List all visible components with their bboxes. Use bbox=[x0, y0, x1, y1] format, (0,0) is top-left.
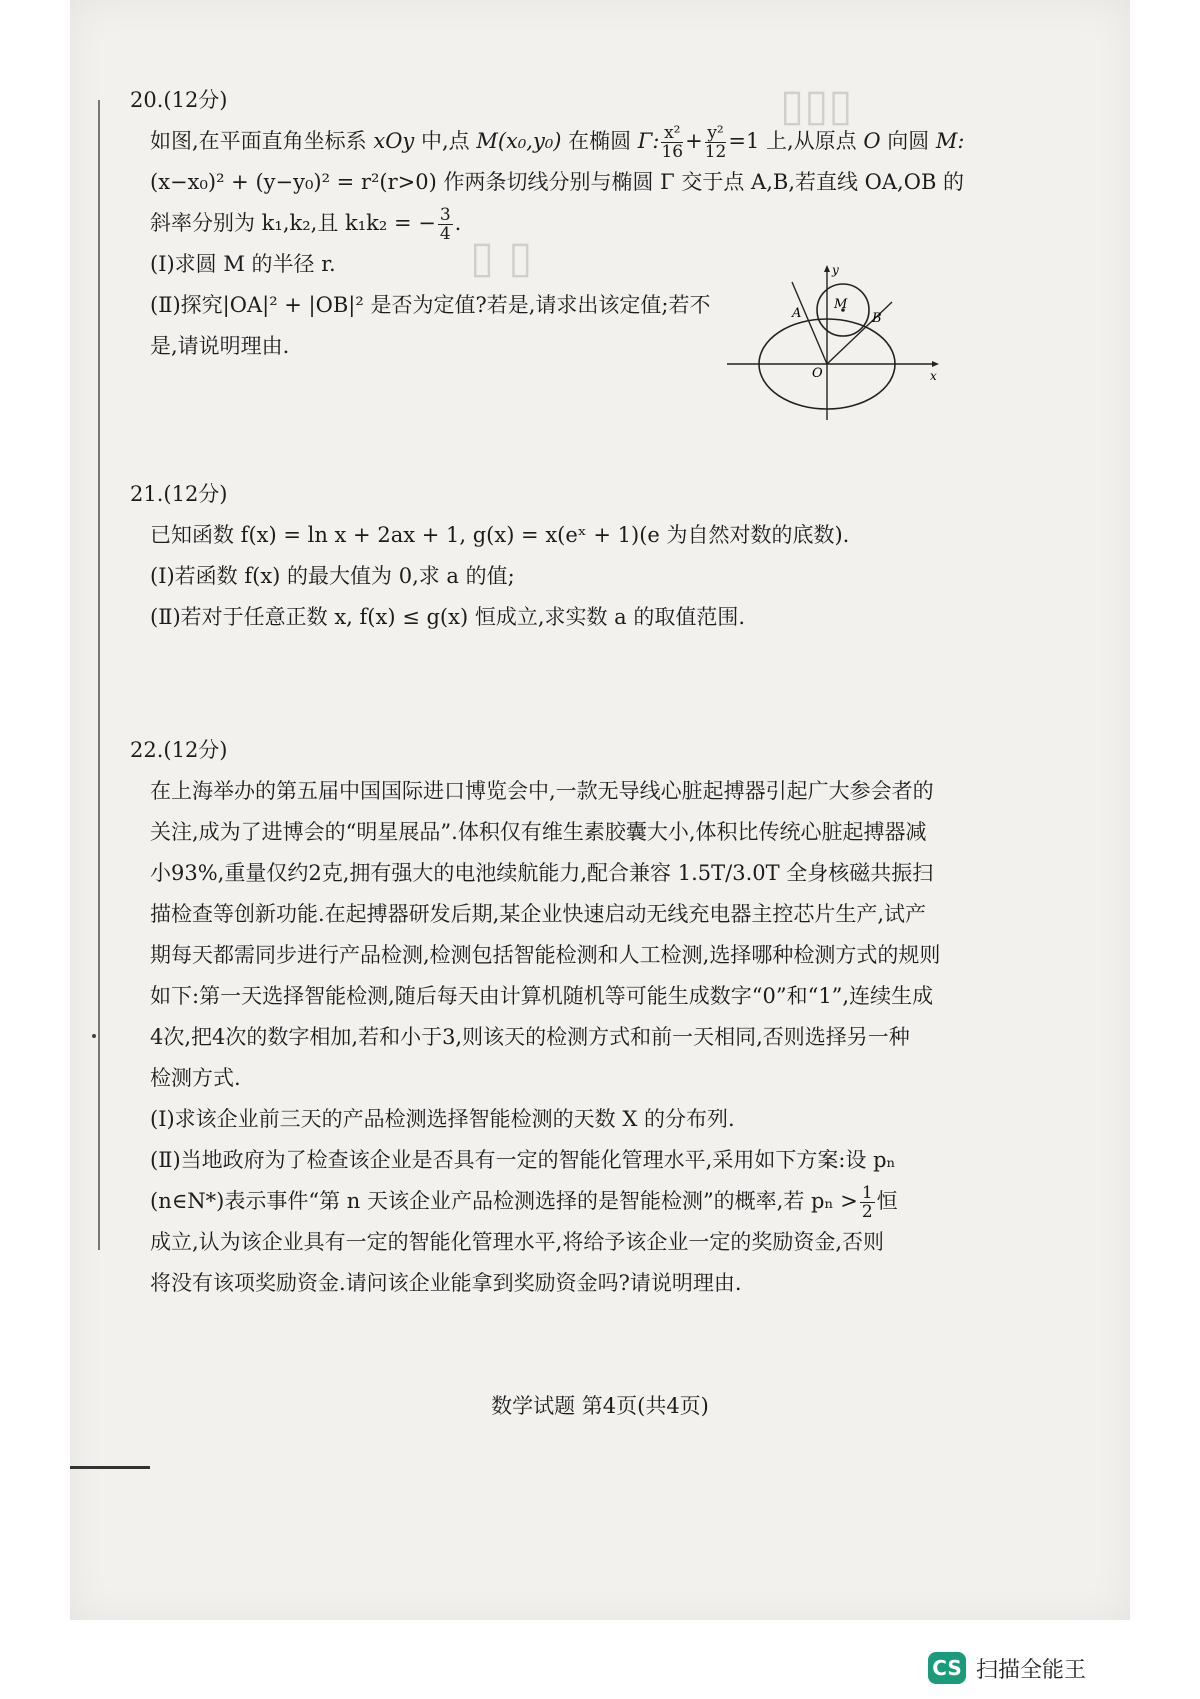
ellipse-figure bbox=[722, 262, 942, 422]
text: M: bbox=[935, 129, 965, 153]
text: Γ: bbox=[637, 129, 660, 153]
denominator: 2 bbox=[861, 1202, 873, 1222]
x-axis-arrow bbox=[932, 361, 939, 367]
text: M(x₀,y₀) bbox=[476, 129, 562, 153]
cs-logo-icon: CS bbox=[928, 1652, 966, 1684]
label-o: O bbox=[812, 366, 823, 381]
question-21 bbox=[130, 474, 1050, 638]
question-22-heading: 22.(12分) bbox=[130, 738, 228, 762]
question-21-part-1: (Ⅰ)若函数 f(x) 的最大值为 0,求 a 的值; bbox=[150, 564, 515, 588]
question-20-line-2: (x−x₀)² + (y−y₀)² = r²(r>0) 作两条切线分别与椭圆 Γ 交于点 A,B,若直线 OA,OB 的 bbox=[150, 170, 965, 194]
question-20-heading: 20.(12分) bbox=[130, 88, 228, 112]
scan-dot bbox=[92, 1034, 96, 1038]
question-22 bbox=[130, 730, 1050, 1304]
label-m: M bbox=[834, 297, 848, 312]
text: 恒 bbox=[876, 1189, 898, 1213]
denominator: 12 bbox=[704, 142, 727, 162]
question-21-heading: 21.(12分) bbox=[130, 482, 228, 506]
question-22-part-2-line-3: 成立,认为该企业具有一定的智能化管理水平,将给予该企业一定的奖励资金,否则 bbox=[150, 1230, 885, 1254]
question-20-line-1 bbox=[130, 121, 1050, 162]
numerator: 3 bbox=[439, 205, 451, 225]
question-22-line-1: 在上海举办的第五届中国国际进口博览会中,一款无导线心脏起搏器引起广大参会者的 bbox=[150, 779, 934, 803]
question-20-line-3 bbox=[130, 203, 1050, 244]
numerator: x² bbox=[661, 124, 683, 143]
margin-line bbox=[98, 100, 100, 1250]
label-b: B bbox=[872, 311, 882, 326]
question-22-part-2-line-4: 将没有该项奖励资金.请问该企业能拿到奖励资金吗?请说明理由. bbox=[150, 1271, 742, 1295]
text: =1 上,从原点 bbox=[728, 129, 864, 153]
text: . bbox=[454, 211, 462, 235]
text: 中,点 bbox=[414, 129, 477, 153]
text: O bbox=[863, 129, 881, 153]
question-20-part-1: (Ⅰ)求圆 M 的半径 r. bbox=[150, 252, 336, 276]
question-22-line-6: 如下:第一天选择智能检测,随后每天由计算机随机等可能生成数字“0”和“1”,连续生成 bbox=[150, 984, 934, 1008]
text: xOy bbox=[373, 129, 415, 153]
scanner-brand bbox=[928, 1652, 1086, 1684]
denominator: 4 bbox=[439, 224, 451, 244]
text: 在椭圆 bbox=[561, 129, 638, 153]
text: 如图,在平面直角坐标系 bbox=[150, 129, 374, 153]
fraction bbox=[661, 124, 683, 161]
question-21-part-2: (Ⅱ)若对于任意正数 x, f(x) ≤ g(x) 恒成立,求实数 a 的取值范围. bbox=[150, 605, 746, 629]
numerator: y² bbox=[705, 124, 727, 143]
question-22-line-8: 检测方式. bbox=[150, 1066, 241, 1090]
text: 斜率分别为 k₁,k₂,且 k₁k₂ = − bbox=[150, 211, 436, 235]
question-22-line-5: 期每天都需同步进行产品检测,检测包括智能检测和人工检测,选择哪种检测方式的规则 bbox=[150, 943, 941, 967]
label-x: x bbox=[930, 369, 937, 383]
label-y: y bbox=[832, 263, 839, 277]
page-footer: 数学试题 第4页(共4页) bbox=[491, 1394, 709, 1418]
brand-name: 扫描全能王 bbox=[976, 1657, 1087, 1683]
question-20-part-2: (Ⅱ)探究|OA|² + |OB|² 是否为定值?若是,请求出该定值;若不 bbox=[150, 293, 711, 317]
fraction bbox=[705, 124, 727, 161]
question-22-part-2-line-2 bbox=[130, 1181, 1050, 1222]
question-22-line-3: 小93%,重量仅约2克,拥有强大的电池续航能力,配合兼容 1.5T/3.0T 全身核磁共振扫 bbox=[150, 861, 934, 885]
fraction bbox=[860, 1184, 875, 1221]
bleed-through-decoration: ▯▯▯ bbox=[780, 80, 853, 131]
question-22-line-4: 描检查等创新功能.在起搏器研发后期,某企业快速启动无线充电器主控芯片生产,试产 bbox=[150, 902, 927, 926]
numerator: 1 bbox=[861, 1183, 873, 1203]
fraction bbox=[438, 206, 453, 243]
scan-mark bbox=[70, 1466, 150, 1469]
bleed-through-decoration: ▯ ▯ bbox=[470, 232, 533, 283]
text: (n∈N*)表示事件“第 n 天该企业产品检测选择的是智能检测”的概率,若 pₙ > bbox=[150, 1189, 858, 1213]
denominator: 16 bbox=[661, 142, 684, 162]
question-20-part-2-cont: 是,请说明理由. bbox=[150, 334, 290, 358]
question-22-part-1: (Ⅰ)求该企业前三天的产品检测选择智能检测的天数 X 的分布列. bbox=[150, 1107, 735, 1131]
label-a: A bbox=[792, 306, 802, 321]
question-22-line-7: 4次,把4次的数字相加,若和小于3,则该天的检测方式和前一天相同,否则选择另一种 bbox=[150, 1025, 910, 1049]
question-22-line-2: 关注,成为了进博会的“明星展品”.体积仅有维生素胶囊大小,体积比传统心脏起搏器减 bbox=[150, 820, 927, 844]
text: + bbox=[685, 129, 703, 153]
question-21-line-1: 已知函数 f(x) = ln x + 2ax + 1, g(x) = x(eˣ + 1)(e 为自然对数的底数). bbox=[150, 523, 850, 547]
text: 向圆 bbox=[880, 129, 936, 153]
y-axis-arrow bbox=[824, 265, 830, 272]
question-22-part-2: (Ⅱ)当地政府为了检查该企业是否具有一定的智能化管理水平,采用如下方案:设 pₙ bbox=[150, 1148, 896, 1172]
